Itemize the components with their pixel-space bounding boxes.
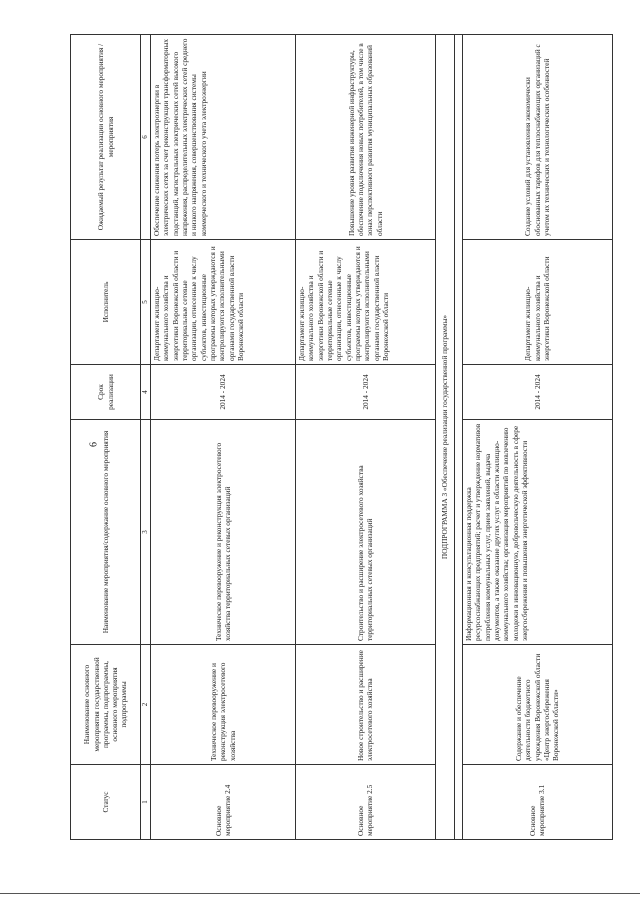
term-cell: 2014 - 2024 <box>295 365 435 420</box>
header-content: Наименование мероприятия/содержание основного мероприятия <box>71 420 141 645</box>
term-cell: 2014 - 2024 <box>462 365 612 420</box>
status-cell: Основное мероприятие 2.5 <box>295 765 435 840</box>
result-cell: Обеспечение снижения потерь электроэнергии в электрических сетях за счет реконструкции трансформаторных подстанций, магистральных электрических сетей высокого напряжения, распределительных электрических сетей среднего и низкого напряжения, совершенствования системы коммерческого и технического учета электроэнергии <box>150 35 295 240</box>
header-name: Наименование основного мероприятия государственной программы, подпрограммы, основного мероприятия подпрограммы <box>71 645 141 765</box>
header-status: Статус <box>71 765 141 840</box>
result-cell: Создание условий для установления экономически обоснованных тарифов для теплоснабжающих организаций с учетом их технических и технологических особенностей <box>462 35 612 240</box>
program-measures-table <box>70 34 613 840</box>
page-bottom-edge <box>0 893 640 894</box>
executor-cell: Департамент жилищно-коммунального хозяйства и энергетики Воронежской области <box>462 240 612 365</box>
result-cell: Повышение уровня развития инженерной инфраструктуры, обеспечение подключения новых потребителей, в том числе в зонах перспективного развития муниципальных образований области <box>295 35 435 240</box>
header-executor: Исполнитель <box>71 240 141 365</box>
column-number: 2 <box>141 645 151 765</box>
subprogram-row <box>435 35 454 840</box>
column-number: 6 <box>141 35 151 240</box>
column-number: 5 <box>141 240 151 365</box>
column-number-row <box>141 35 151 840</box>
column-number: 1 <box>141 765 151 840</box>
table-row <box>462 35 612 840</box>
executor-cell: Департамент жилищно-коммунального хозяйства и энергетики Воронежской области и территориальные сетевые организации, отнесенные к числу субъектов, инвестиционные программы которых утверждаются и контролируются исполнительными органами государственной власти Воронежской области <box>150 240 295 365</box>
measure-name-cell: Техническое перевооружение и реконструкция электросетевого хозяйства <box>150 645 295 765</box>
spacer-row <box>454 35 462 840</box>
measure-name-cell: Содержание и обеспечение деятельности бюджетного учреждения Воронежской области «Центр энергосбережения Воронежской области» <box>462 645 612 765</box>
page-number: 6 <box>88 442 100 447</box>
table-row <box>150 35 295 840</box>
header-term: Срок реализации <box>71 365 141 420</box>
rotated-table-container <box>70 35 630 840</box>
status-cell: Основное мероприятие 2.4 <box>150 765 295 840</box>
term-cell: 2014 - 2024 <box>150 365 295 420</box>
column-number: 4 <box>141 365 151 420</box>
spacer-cell <box>454 35 462 840</box>
header-result: Ожидаемый результат реализации основного мероприятия /мероприятия <box>71 35 141 240</box>
table-row <box>295 35 435 840</box>
subprogram-title: ПОДПРОГРАММА 3 «Обеспечение реализации государственной программы» <box>435 35 454 840</box>
measure-name-cell: Новое строительство и расширение электросетевого хозяйства <box>295 645 435 765</box>
content-cell: Информационная и консультационная поддержка ресурсоснабжающих предприятий; расчет и утверждение нормативов потребления коммунальных услуг, прием заявлений, выдача документов, а также оказание других услуг в области жилищно-коммунального хозяйства; организация мероприятий по вовлечению молодежи в инновационную, добровольческую деятельность в сфере энергосбережения и повышения энергетической эффективности <box>462 420 612 645</box>
content-cell: Техническое перевооружение и реконструкция электросетевого хозяйства территориальных сетевых организаций <box>150 420 295 645</box>
content-cell: Строительство и расширение электросетевого хозяйства территориальных сетевых организаций <box>295 420 435 645</box>
executor-cell: Департамент жилищно-коммунального хозяйства и энергетики Воронежской области и территориальные сетевые организации, отнесенные к числу субъектов, инвестиционные программы которых утверждаются и контролируются исполнительными органами государственной власти Воронежской области <box>295 240 435 365</box>
status-cell: Основное мероприятие 3.1 <box>462 765 612 840</box>
header-row <box>71 35 141 840</box>
column-number: 3 <box>141 420 151 645</box>
